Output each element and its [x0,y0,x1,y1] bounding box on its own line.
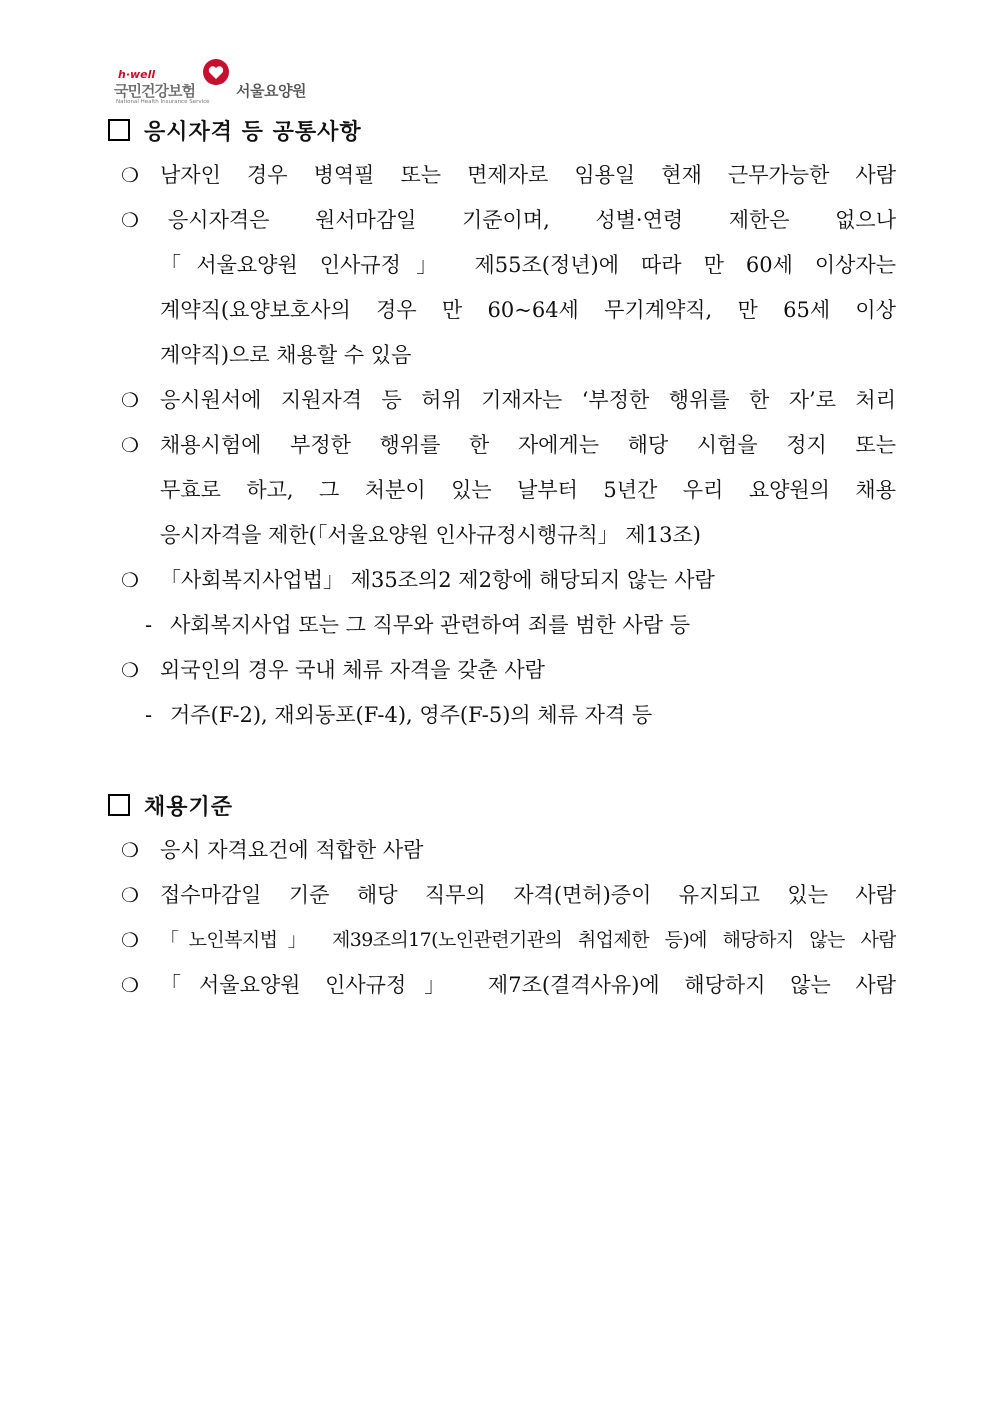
section-heading-criteria [108,790,233,820]
bullet-icon: ❍ [121,163,139,187]
logo-org-name: 국민건강보험 [114,82,195,100]
checkbox-square-icon [108,794,130,816]
list-item: 「사회복지사업법」 제35조의2 제2항에 해당되지 않는 사람 [160,568,715,592]
bullet-icon: ❍ [121,883,139,907]
checkbox-square-icon [108,119,130,141]
list-item: 응시원서에 지원자격 등 허위 기재자는 ‘부정한 행위를 한 자’로 처리 [160,388,896,412]
bullet-icon: ❍ [121,973,139,997]
nhis-logo [112,58,332,108]
logo-branch-name: 서울요양원 [236,82,306,100]
sub-item: 사회복지사업 또는 그 직무와 관련하여 죄를 범한 사람 등 [170,613,690,637]
list-item-continuation: 응시자격을 제한(「서울요양원 인사규정시행규칙」 제13조) [160,523,701,547]
dash-icon: - [145,703,153,727]
bullet-icon: ❍ [121,208,139,232]
list-item-continuation: 「서울요양원 인사규정」 제55조(정년)에 따라 만 60세 이상자는 [160,253,896,277]
list-item-continuation: 무효로 하고, 그 처분이 있는 날부터 5년간 우리 요양원의 채용 [160,478,896,502]
bullet-icon: ❍ [121,658,139,682]
section-heading-common [108,115,362,145]
heart-logo-icon [201,58,231,86]
list-item-continuation: 계약직)으로 채용할 수 있음 [160,343,412,367]
bullet-icon: ❍ [121,388,139,412]
logo-org-english: National Health Insurance Service [116,99,210,105]
bullet-icon: ❍ [121,838,139,862]
list-item: 남자인 경우 병역필 또는 면제자로 임용일 현재 근무가능한 사람 [160,163,896,187]
list-item: 접수마감일 기준 해당 직무의 자격(면허)증이 유지되고 있는 사람 [160,883,896,907]
bullet-icon: ❍ [121,928,139,952]
section-title: 채용기준 [144,794,234,820]
list-item: 응시자격은 원서마감일 기준이며, 성별·연령 제한은 없으나 [168,208,896,232]
bullet-icon: ❍ [121,433,139,457]
dash-icon: - [145,613,153,637]
section-title: 응시자격 등 공통사항 [144,119,362,145]
bullet-icon: ❍ [121,568,139,592]
list-item: 채용시험에 부정한 행위를 한 자에게는 해당 시험을 정지 또는 [160,433,896,457]
list-item-continuation: 계약직(요양보호사의 경우 만 60~64세 무기계약직, 만 65세 이상 [160,298,896,322]
list-item: 응시 자격요건에 적합한 사람 [160,838,424,862]
sub-item: 거주(F-2), 재외동포(F-4), 영주(F-5)의 체류 자격 등 [170,703,653,727]
list-item: 「노인복지법」 제39조의17(노인관련기관의 취업제한 등)에 해당하지 않는 사람 [160,929,896,951]
list-item: 「서울요양원 인사규정」 제7조(결격사유)에 해당하지 않는 사람 [160,973,896,997]
list-item: 외국인의 경우 국내 체류 자격을 갖춘 사람 [160,658,545,682]
logo-tagline: h·well [118,68,156,81]
